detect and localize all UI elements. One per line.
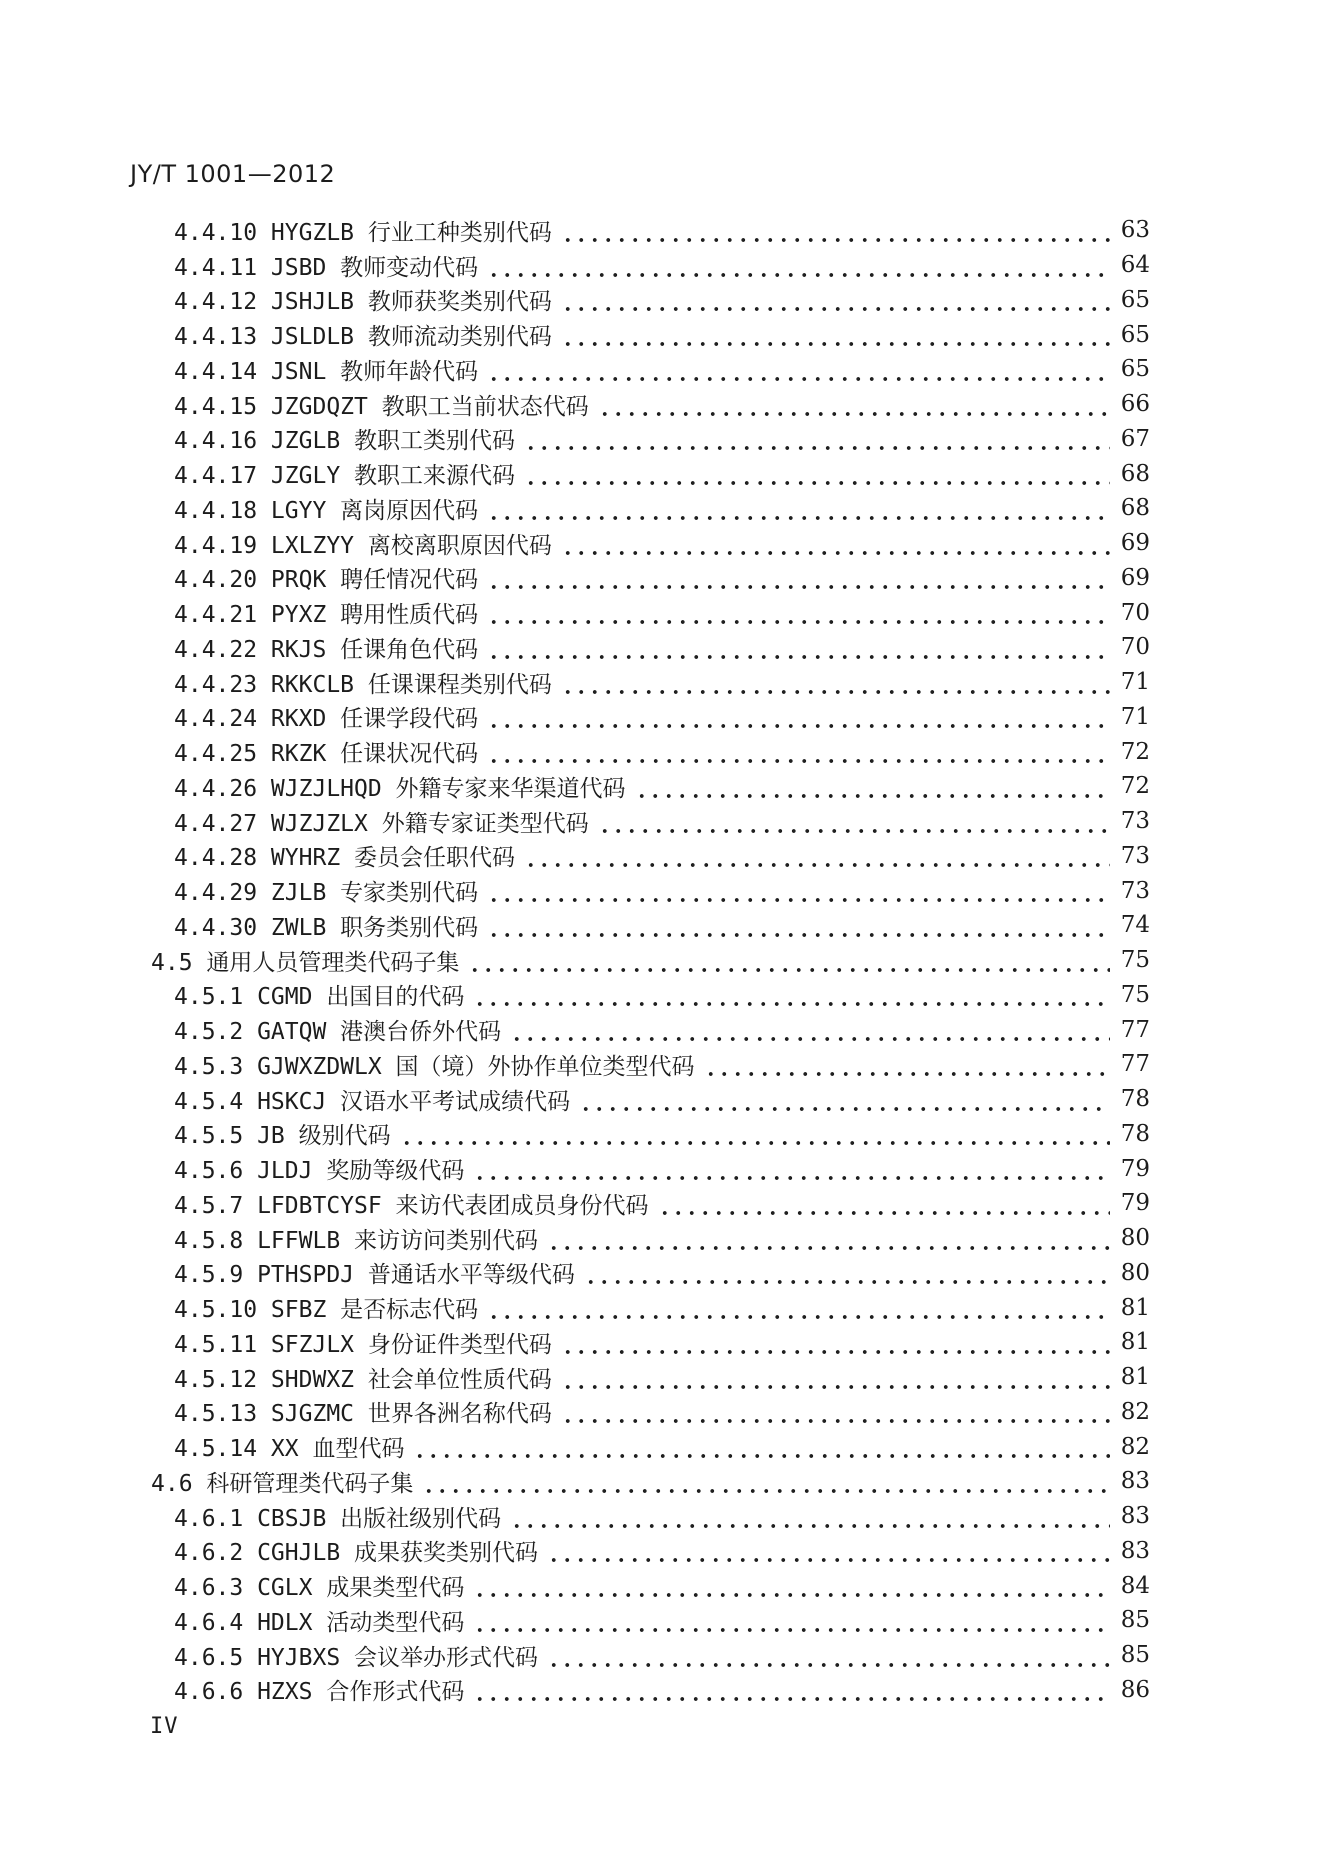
toc-entry-label: 4.5 通用人员管理类代码子集 [151, 949, 460, 976]
toc-entry-label: 4.5.4 HSKCJ 汉语水平考试成绩代码 [174, 1088, 571, 1115]
dot-leader [520, 456, 1110, 491]
dot-leader [654, 1186, 1110, 1221]
toc-entry-page: 63 [1120, 217, 1150, 244]
toc-entry [0, 1429, 1323, 1464]
toc-entry-page: 78 [1120, 1086, 1150, 1113]
toc-entry [0, 526, 1323, 561]
toc-entry [0, 1395, 1323, 1430]
toc-entry-label: 4.5.1 CGMD 出国目的代码 [174, 984, 465, 1011]
toc-entry-label: 4.4.30 ZWLB 职务类别代码 [174, 914, 479, 941]
toc-entry [0, 422, 1323, 457]
dot-leader [506, 1012, 1110, 1047]
dot-leader [557, 665, 1110, 700]
toc-entry [0, 1186, 1323, 1221]
toc-entry [0, 1638, 1323, 1673]
dot-leader [483, 491, 1110, 526]
toc-entry-page: 85 [1120, 1642, 1150, 1669]
toc-entry-page: 85 [1120, 1607, 1150, 1634]
toc-entry-page: 82 [1120, 1398, 1150, 1425]
dot-leader [483, 595, 1110, 630]
toc-entry [0, 769, 1323, 804]
dot-leader [594, 804, 1110, 839]
dot-leader [409, 1429, 1110, 1464]
toc-entry [0, 1464, 1323, 1499]
toc-entry-label: 4.6.3 CGLX 成果类型代码 [174, 1575, 465, 1602]
toc-entry-page: 68 [1120, 495, 1150, 522]
toc-entry-label: 4.5.2 GATQW 港澳台侨外代码 [174, 1019, 502, 1046]
toc-entry-page: 67 [1120, 425, 1150, 452]
toc-entry-label: 4.4.17 JZGLY 教职工来源代码 [174, 463, 516, 490]
toc-entry-page: 71 [1120, 703, 1150, 730]
toc-entry-label: 4.4.20 PRQK 聘任情况代码 [174, 567, 479, 594]
toc-entry-page: 77 [1120, 1051, 1150, 1078]
toc-entry-page: 65 [1120, 321, 1150, 348]
toc-entry-page: 69 [1120, 530, 1150, 557]
toc-entry-label: 4.5.13 SJGZMC 世界各洲名称代码 [174, 1401, 552, 1428]
toc-entry-page: 86 [1120, 1676, 1150, 1703]
toc-entry [0, 873, 1323, 908]
toc-entry-label: 4.5.8 LFFWLB 来访访问类别代码 [174, 1227, 539, 1254]
toc-entry-label: 4.4.14 JSNL 教师年龄代码 [174, 358, 479, 385]
toc-entry [0, 700, 1323, 735]
toc-entry [0, 1673, 1323, 1708]
toc-entry-label: 4.6.4 HDLX 活动类型代码 [174, 1609, 465, 1636]
toc-entry [0, 1047, 1323, 1082]
dot-leader [483, 630, 1110, 665]
toc-entry [0, 456, 1323, 491]
toc-entry [0, 804, 1323, 839]
toc-entry-page: 74 [1120, 912, 1150, 939]
toc-entry-label: 4.5.9 PTHSPDJ 普通话水平等级代码 [174, 1262, 575, 1289]
dot-leader [469, 1603, 1110, 1638]
toc-entry-page: 83 [1120, 1468, 1150, 1495]
toc-entry-label: 4.4.21 PYXZ 聘用性质代码 [174, 602, 479, 629]
toc-entry [0, 317, 1323, 352]
toc-entry [0, 248, 1323, 283]
dot-leader [483, 700, 1110, 735]
dot-leader [557, 283, 1110, 318]
toc-entry-label: 4.6.5 HYJBXS 会议举办形式代码 [174, 1644, 539, 1671]
toc-entry [0, 1603, 1323, 1638]
dot-leader [557, 213, 1110, 248]
dot-leader [557, 1395, 1110, 1430]
toc-entry [0, 734, 1323, 769]
toc-entry [0, 1325, 1323, 1360]
toc-entry-label: 4.5.5 JB 级别代码 [174, 1123, 391, 1150]
dot-leader [543, 1534, 1110, 1569]
dot-leader [557, 526, 1110, 561]
dot-leader [469, 1151, 1110, 1186]
standard-number: JY/T 1001—2012 [130, 160, 336, 188]
toc-entry [0, 943, 1323, 978]
dot-leader [483, 561, 1110, 596]
toc-entry-page: 64 [1120, 252, 1150, 279]
dot-leader [631, 769, 1110, 804]
toc-entry [0, 1499, 1323, 1534]
toc-entry [0, 630, 1323, 665]
toc-entry-label: 4.5.12 SHDWXZ 社会单位性质代码 [174, 1366, 552, 1393]
dot-leader [483, 1290, 1110, 1325]
dot-leader [483, 248, 1110, 283]
toc-entry-page: 70 [1120, 634, 1150, 661]
toc-entry-page: 83 [1120, 1537, 1150, 1564]
dot-leader [483, 873, 1110, 908]
dot-leader [520, 839, 1110, 874]
toc-entry-label: 4.4.10 HYGZLB 行业工种类别代码 [174, 219, 552, 246]
dot-leader [700, 1047, 1110, 1082]
toc-entry-page: 77 [1120, 1016, 1150, 1043]
dot-leader [594, 387, 1110, 422]
toc-entry [0, 352, 1323, 387]
toc-entry [0, 839, 1323, 874]
toc-entry-label: 4.4.15 JZGDQZT 教职工当前状态代码 [174, 393, 589, 420]
toc-entry-page: 73 [1120, 808, 1150, 835]
dot-leader [543, 1638, 1110, 1673]
toc-entry [0, 283, 1323, 318]
toc-entry [0, 213, 1323, 248]
dot-leader [557, 1325, 1110, 1360]
toc-entry-page: 80 [1120, 1259, 1150, 1286]
toc-entry [0, 1568, 1323, 1603]
dot-leader [396, 1117, 1110, 1152]
dot-leader [483, 908, 1110, 943]
dot-leader [418, 1464, 1110, 1499]
toc-entry [0, 1256, 1323, 1291]
toc-entry-label: 4.4.24 RKXD 任课学段代码 [174, 706, 479, 733]
dot-leader [520, 422, 1110, 457]
toc-entry-label: 4.4.29 ZJLB 专家类别代码 [174, 880, 479, 907]
toc-entry [0, 1360, 1323, 1395]
toc-entry-page: 71 [1120, 669, 1150, 696]
toc-entry-page: 69 [1120, 564, 1150, 591]
toc-entry [0, 908, 1323, 943]
dot-leader [575, 1082, 1110, 1117]
toc-entry [0, 665, 1323, 700]
toc-entry-label: 4.6 科研管理类代码子集 [151, 1470, 414, 1497]
toc-entry-page: 79 [1120, 1190, 1150, 1217]
toc-entry-label: 4.4.12 JSHJLB 教师获奖类别代码 [174, 289, 552, 316]
toc-entry-label: 4.5.11 SFZJLX 身份证件类型代码 [174, 1331, 552, 1358]
toc-entry-page: 72 [1120, 738, 1150, 765]
page-number: IV [150, 1714, 179, 1739]
dot-leader [506, 1499, 1110, 1534]
dot-leader [543, 1221, 1110, 1256]
dot-leader [469, 978, 1110, 1013]
toc-entry-label: 4.4.11 JSBD 教师变动代码 [174, 254, 479, 281]
toc-entry-page: 68 [1120, 460, 1150, 487]
toc-entry-page: 65 [1120, 286, 1150, 313]
toc-entry-label: 4.5.3 GJWXZDWLX 国（境）外协作单位类型代码 [174, 1053, 695, 1080]
toc-entry-page: 78 [1120, 1120, 1150, 1147]
toc-entry-page: 80 [1120, 1225, 1150, 1252]
toc-entry [0, 561, 1323, 596]
toc-entry-label: 4.5.10 SFBZ 是否标志代码 [174, 1297, 479, 1324]
toc-entry-page: 81 [1120, 1329, 1150, 1356]
toc-entry-page: 81 [1120, 1294, 1150, 1321]
toc-entry-label: 4.4.13 JSLDLB 教师流动类别代码 [174, 324, 552, 351]
toc-entry [0, 595, 1323, 630]
toc-entry-label: 4.5.7 LFDBTCYSF 来访代表团成员身份代码 [174, 1192, 649, 1219]
toc-entry-page: 84 [1120, 1572, 1150, 1599]
toc-entry-label: 4.4.27 WJZJZLX 外籍专家证类型代码 [174, 810, 589, 837]
toc-entry [0, 491, 1323, 526]
dot-leader [483, 734, 1110, 769]
toc-entry [0, 1117, 1323, 1152]
dot-leader [469, 1673, 1110, 1708]
toc-entry [0, 978, 1323, 1013]
toc-entry-page: 83 [1120, 1503, 1150, 1530]
toc-entry-page: 73 [1120, 877, 1150, 904]
toc-entry [0, 1151, 1323, 1186]
toc-entry-label: 4.4.19 LXLZYY 离校离职原因代码 [174, 532, 552, 559]
toc-entry [0, 1012, 1323, 1047]
toc-entry [0, 1534, 1323, 1569]
toc-entry-page: 66 [1120, 391, 1150, 418]
toc-entry-label: 4.5.6 JLDJ 奖励等级代码 [174, 1158, 465, 1185]
dot-leader [580, 1256, 1110, 1291]
toc-entry-label: 4.6.6 HZXS 合作形式代码 [174, 1679, 465, 1706]
toc-entry-page: 79 [1120, 1155, 1150, 1182]
toc-entry-label: 4.6.2 CGHJLB 成果获奖类别代码 [174, 1540, 539, 1567]
toc-entry [0, 1290, 1323, 1325]
dot-leader [557, 317, 1110, 352]
toc-entry-label: 4.4.25 RKZK 任课状况代码 [174, 741, 479, 768]
dot-leader [557, 1360, 1110, 1395]
toc-entry-label: 4.6.1 CBSJB 出版社级别代码 [174, 1505, 502, 1532]
toc-entry-page: 73 [1120, 842, 1150, 869]
toc-entry-label: 4.4.16 JZGLB 教职工类别代码 [174, 428, 516, 455]
table-of-contents [0, 213, 1323, 1707]
dot-leader [469, 1568, 1110, 1603]
dot-leader [464, 943, 1110, 978]
toc-entry-page: 65 [1120, 356, 1150, 383]
toc-entry-label: 4.4.28 WYHRZ 委员会任职代码 [174, 845, 516, 872]
toc-entry-label: 4.4.18 LGYY 离岗原因代码 [174, 497, 479, 524]
toc-entry [0, 387, 1323, 422]
toc-entry [0, 1221, 1323, 1256]
toc-entry-label: 4.4.26 WJZJLHQD 外籍专家来华渠道代码 [174, 775, 626, 802]
dot-leader [483, 352, 1110, 387]
toc-entry-page: 75 [1120, 981, 1150, 1008]
toc-entry [0, 1082, 1323, 1117]
toc-entry-label: 4.4.23 RKKCLB 任课课程类别代码 [174, 671, 552, 698]
toc-entry-page: 82 [1120, 1433, 1150, 1460]
toc-entry-page: 70 [1120, 599, 1150, 626]
toc-entry-page: 72 [1120, 773, 1150, 800]
toc-entry-page: 75 [1120, 947, 1150, 974]
toc-entry-label: 4.4.22 RKJS 任课角色代码 [174, 636, 479, 663]
toc-entry-label: 4.5.14 XX 血型代码 [174, 1436, 405, 1463]
toc-entry-page: 81 [1120, 1364, 1150, 1391]
